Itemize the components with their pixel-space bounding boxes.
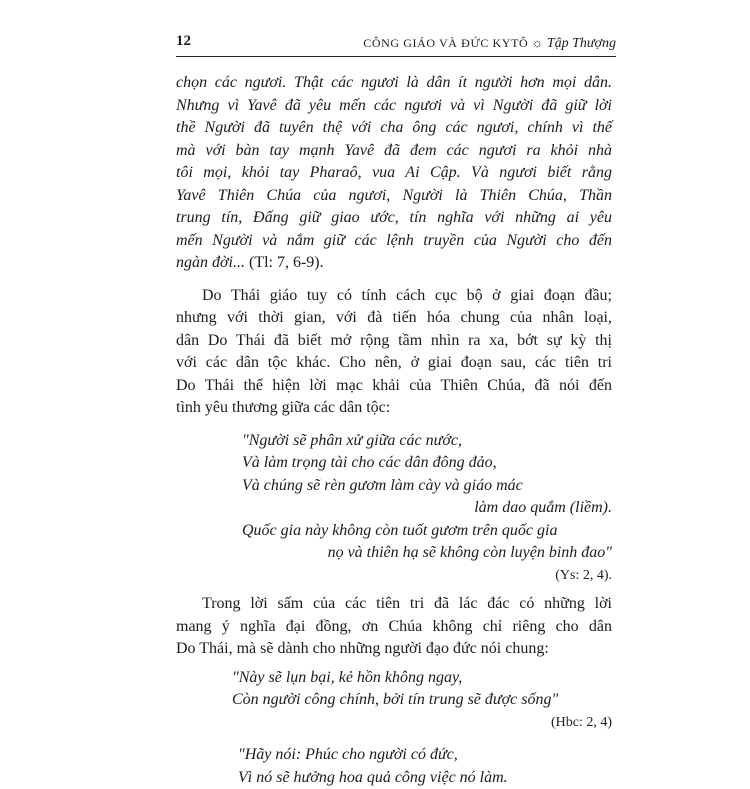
verse-reference: (Ys: 2, 4). [176, 565, 612, 588]
running-title [363, 35, 616, 52]
verse-reference: (Hbc: 2, 4) [176, 712, 612, 735]
verse-line: nọ và thiên hạ sẽ không còn luyện binh đao" [176, 542, 612, 565]
verse-line: "Này sẽ lụn bại, kẻ hồn không ngay, [176, 667, 612, 690]
paragraph-line: tình yêu thương giữa các dân tộc: [176, 397, 612, 420]
header-rule [176, 56, 616, 57]
paragraph-line: nhưng với thời gian, với đà tiến hóa chung của nhân loại, [176, 307, 612, 330]
ornament-icon: ☼ [531, 35, 544, 51]
paragraph-line: mang ý nghĩa đại đồng, ơn Chúa không chỉ riêng cho dân [176, 616, 612, 639]
verse-isaiah [176, 430, 612, 588]
quote-reference: (Tl: 7, 6-9). [245, 254, 324, 271]
verse-blessing [176, 744, 612, 789]
quote-line: trung tín, Đấng giữ giao ước, tín nghĩa với những ai yêu [176, 207, 612, 230]
paragraph [176, 285, 612, 420]
verse-line: làm dao quắm (liềm). [176, 497, 612, 520]
verse-habakkuk [176, 667, 612, 735]
quote-ending: ngàn đời... [176, 254, 245, 271]
quote-last-line [176, 252, 612, 275]
quote-line: chọn các ngươi. Thật các ngươi là dân ít người hơn mọi dân. [176, 72, 612, 95]
verse-line: "Người sẽ phân xử giữa các nước, [176, 430, 612, 453]
verse-line: Còn người công chính, bởi tín trung sẽ được sống" [176, 689, 612, 712]
volume-title: Tập Thượng [547, 36, 616, 51]
verse-line: "Hãy nói: Phúc cho người có đức, [176, 744, 612, 767]
page-body [176, 72, 612, 789]
paragraph-line: Do Thái giáo tuy có tính cách cục bộ ở giai đoạn đầu; [176, 285, 612, 308]
quote-line: thề Người đã tuyên thệ với cha ông các ngươi, chính vì thế [176, 117, 612, 140]
quote-line: Nhưng vì Yavê đã yêu mến các ngươi và vì Người đã giữ lời [176, 95, 612, 118]
quote-line: mà với bàn tay mạnh Yavê đã đem các ngươi ra khỏi nhà [176, 140, 612, 163]
paragraph-line: với các dân tộc khác. Cho nên, ở giai đoạn sau, các tiên tri [176, 352, 612, 375]
paragraph-line: Do Thái thể hiện lời mạc khải của Thiên Chúa, đã nói đến [176, 375, 612, 398]
verse-line: Quốc gia này không còn tuốt gươm trên quốc gia [176, 520, 612, 543]
verse-line: Vì nó sẽ hưởng hoa quả công việc nó làm. [176, 767, 612, 789]
page-number: 12 [176, 33, 191, 50]
quote-line: mến Người và nắm giữ các lệnh truyền của Người cho đến [176, 230, 612, 253]
paragraph [176, 593, 612, 661]
paragraph-line: Do Thái, mà sẽ dành cho những người đạo đức nói chung: [176, 638, 612, 661]
quote-deuteronomy [176, 72, 612, 275]
quote-line: tôi mọi, khỏi tay Pharaô, vua Ai Cập. Và ngươi biết rằng [176, 162, 612, 185]
verse-line: Và chúng sẽ rèn gươm làm cày và giáo mác [176, 475, 612, 498]
verse-line: Và làm trọng tài cho các dân đông đảo, [176, 452, 612, 475]
paragraph-line: dân Do Thái đã biết mở rộng tầm nhìn ra xa, bớt sự kỳ thị [176, 330, 612, 353]
paragraph-line: Trong lời sấm của các tiên tri đã lác đác có những lời [176, 593, 612, 616]
quote-line: Yavê Thiên Chúa của ngươi, Người là Thiên Chúa, Thần [176, 185, 612, 208]
page-header [176, 33, 616, 55]
book-title: CÔNG GIÁO VÀ ĐỨC KYTÔ [363, 36, 528, 50]
